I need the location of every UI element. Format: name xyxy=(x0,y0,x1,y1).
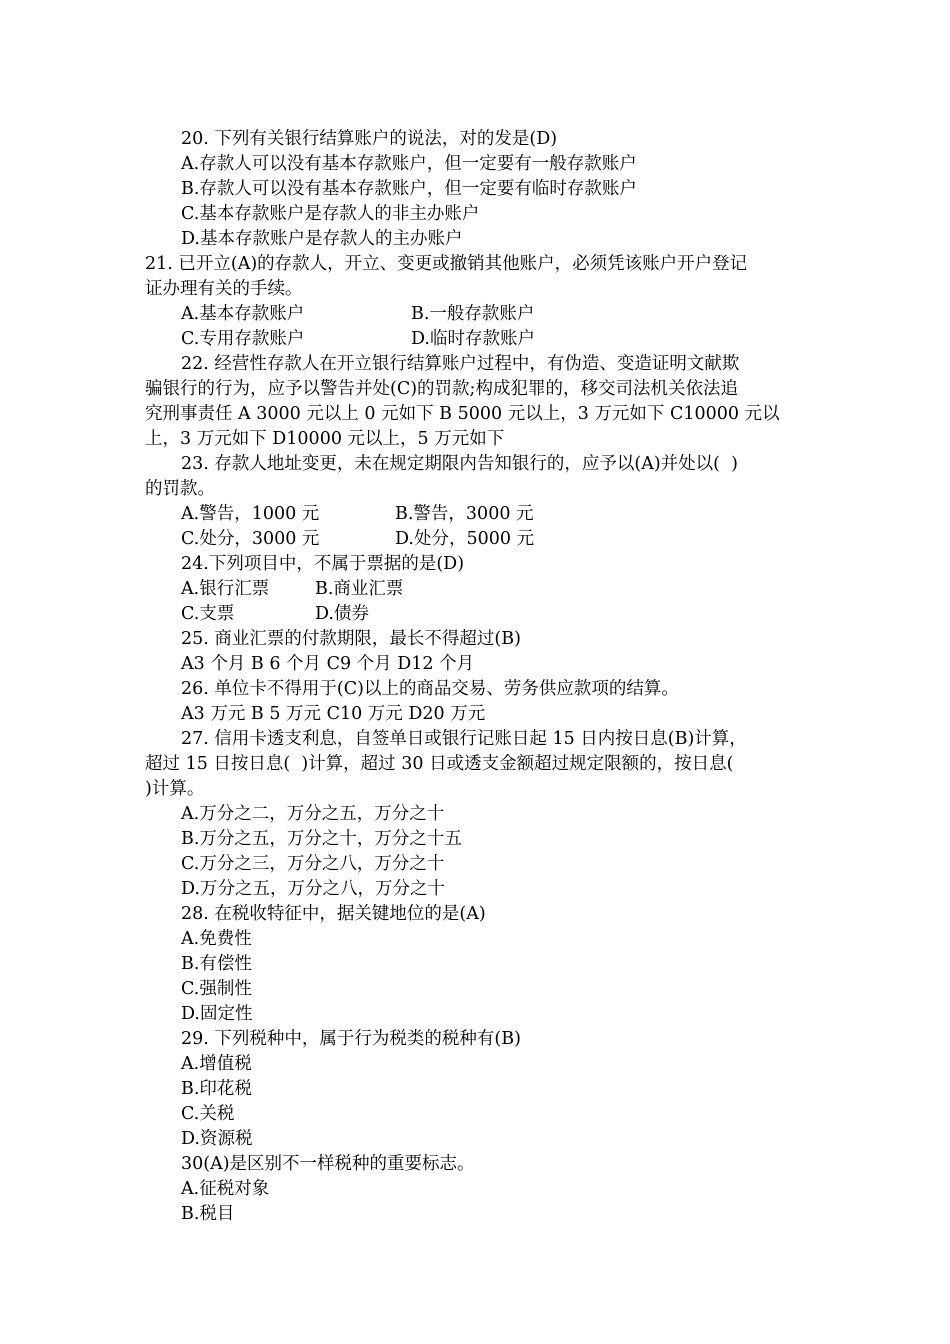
question-24: 24.下列项目中，不属于票据的是(D) xyxy=(181,554,465,574)
question-27-line-2: 超过 15 日按日息( )计算，超过 30 日或透支金额超过规定限额的，按日息( xyxy=(145,754,734,774)
question-22-line-2: 骗银行的行为，应予以警告并处(C)的罚款;构成犯罪的，移交司法机关依法追 xyxy=(145,379,738,399)
q27-option-d: D.万分之五，万分之八，万分之十 xyxy=(181,879,445,899)
question-21-line-1: 21. 已开立(A)的存款人，开立、变更或撤销其他账户，必须凭该账户开户登记 xyxy=(145,254,748,274)
q28-option-b: B.有偿性 xyxy=(181,954,252,974)
q21-option-b: B.一般存款账户 xyxy=(411,304,535,324)
q28-option-a: A.免费性 xyxy=(181,929,252,949)
q20-option-c: C.基本存款账户是存款人的非主办账户 xyxy=(181,204,480,224)
q26-options: A3 万元 B 5 万元 C10 万元 D20 万元 xyxy=(181,704,486,724)
q30-option-a: A.征税对象 xyxy=(181,1179,270,1199)
q23-option-c: C.处分，3000 元 xyxy=(181,529,320,549)
q24-option-b: B.商业汇票 xyxy=(315,579,404,599)
q28-option-c: C.强制性 xyxy=(181,979,252,999)
q20-option-a: A.存款人可以没有基本存款账户，但一定要有一般存款账户 xyxy=(181,154,637,174)
q20-option-d: D.基本存款账户是存款人的主办账户 xyxy=(181,229,463,249)
q24-option-c: C.支票 xyxy=(181,604,235,624)
q28-option-d: D.固定性 xyxy=(181,1004,253,1024)
q24-option-a: A.银行汇票 xyxy=(181,579,270,599)
question-26: 26. 单位卡不得用于(C)以上的商品交易、劳务供应款项的结算。 xyxy=(181,679,679,699)
q23-option-a: A.警告，1000 元 xyxy=(181,504,320,524)
q29-option-b: B.印花税 xyxy=(181,1079,252,1099)
question-21-line-2: 证办理有关的手续。 xyxy=(145,279,303,299)
question-29: 29. 下列税种中，属于行为税类的税种有(B) xyxy=(181,1029,521,1049)
q27-option-c: C.万分之三，万分之八，万分之十 xyxy=(181,854,445,874)
question-27-line-1: 27. 信用卡透支利息，自签单日或银行记账日起 15 日内按日息(B)计算， xyxy=(181,729,747,749)
q23-option-b: B.警告，3000 元 xyxy=(395,504,534,524)
q25-options: A3 个月 B 6 个月 C9 个月 D12 个月 xyxy=(181,654,475,674)
q30-option-b: B.税目 xyxy=(181,1204,235,1224)
q27-option-b: B.万分之五，万分之十，万分之十五 xyxy=(181,829,462,849)
q21-option-c: C.专用存款账户 xyxy=(181,329,305,349)
question-23-line-2: 的罚款。 xyxy=(145,479,215,499)
question-25: 25. 商业汇票的付款期限，最长不得超过(B) xyxy=(181,629,521,649)
question-28: 28. 在税收特征中，据关键地位的是(A) xyxy=(181,904,486,924)
question-20: 20. 下列有关银行结算账户的说法，对的发是(D) xyxy=(181,129,558,149)
q29-option-d: D.资源税 xyxy=(181,1129,253,1149)
q20-option-b: B.存款人可以没有基本存款账户，但一定要有临时存款账户 xyxy=(181,179,637,199)
q29-option-a: A.增值税 xyxy=(181,1054,252,1074)
q29-option-c: C.关税 xyxy=(181,1104,235,1124)
question-23-line-1: 23. 存款人地址变更，未在规定期限内告知银行的，应予以(A)并处以( ) xyxy=(181,454,738,474)
q24-option-d: D.债券 xyxy=(315,604,369,624)
q21-option-d: D.临时存款账户 xyxy=(411,329,535,349)
question-30: 30(A)是区别不一样税种的重要标志。 xyxy=(181,1154,475,1174)
question-27-line-3: )计算。 xyxy=(145,779,205,799)
q23-option-d: D.处分，5000 元 xyxy=(395,529,535,549)
question-22-line-3: 究刑事责任 A 3000 元以上 0 元如下 B 5000 元以上，3 万元如下 C10000 元以 xyxy=(145,404,780,424)
q27-option-a: A.万分之二，万分之五，万分之十 xyxy=(181,804,445,824)
question-22-line-1: 22. 经营性存款人在开立银行结算账户过程中，有伪造、变造证明文献欺 xyxy=(181,354,740,374)
question-22-line-4: 上，3 万元如下 D10000 元以上，5 万元如下 xyxy=(145,429,505,449)
q21-option-a: A.基本存款账户 xyxy=(181,304,305,324)
